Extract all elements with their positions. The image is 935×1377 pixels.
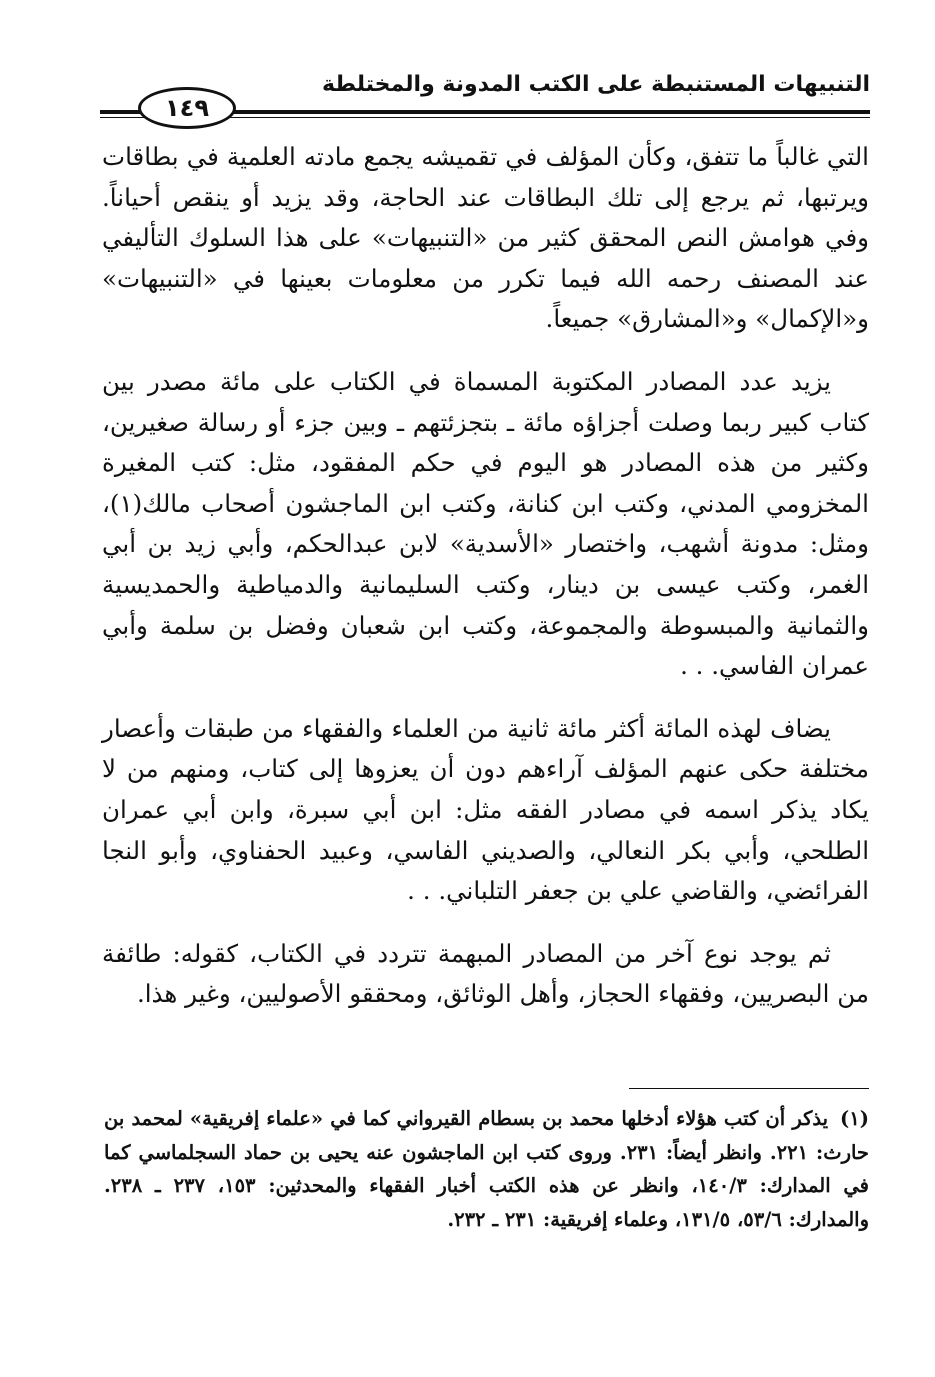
paragraph: التي غالباً ما تتفق، وكأن المؤلف في تقميشه يجمع مادته العلمية في بطاقات ويرتبها، ثم يرجع إلى تلك البطاقات عند الحاجة، وقد يزيد أو ينقص أحياناً. وفي هوامش النص المحقق كثير من «التنبيهات» على هذا السلوك التأليفي عند المصنف رحمه الله فيما تكرر من معلومات بعينها في «التنبيهات» و«الإكمال» و«المشارق» جميعاً. — [102, 142, 869, 334]
running-title: التنبيهات المستنبطة على الكتب المدونة والمختلطة — [321, 72, 870, 97]
paragraph: يضاف لهذه المائة أكثر مائة ثانية من العلماء والفقهاء من طبقات وأعصار مختلفة حكى عنهم المؤلف آراءهم دون أن يعزوها إلى كتاب، ومنهم من لا يكاد يذكر اسمه في مصادر الفقه مثل: ابن أبي سبرة، وابن أبي عمران الطلحي، وأبي بكر النعالي، والصديني الفاسي، وعبيد الحفناوي، وأبو النجا الفرائضي، والقاضي علي بن جعفر التلباني. . . — [102, 713, 869, 906]
footnotes — [104, 1102, 869, 1236]
main-text — [102, 137, 869, 1037]
footnote-text: يذكر أن كتب هؤلاء أدخلها محمد بن بسطام القيرواني كما في «علماء إفريقية» لمحمد بن حارث: ٢٢١. وانظر أيضاً: ٢٣١. وروى كتب ابن الماجشون عنه يحيى بن حماد السجلماسي كما في المدارك: ١٤٠/٣، وانظر عن هذه الكتب أخبار الفقهاء والمحدثين: ١٥٣، ٢٣٧ ـ ٢٣٨. والمدارك: ٥٣/٦، ١٣١/٥، وعلماء إفريقية: ٢٣١ ـ ٢٣٢. — [104, 1107, 869, 1231]
footnote-marker: (١) — [840, 1107, 869, 1130]
paragraph: ثم يوجد نوع آخر من المصادر المبهمة تتردد في الكتاب، كقوله: طائفة من البصريين، وفقهاء الحجاز، وأهل الوثائق، ومحققو الأصوليين، وغير هذا. — [102, 938, 869, 1009]
footnote-separator — [629, 1088, 869, 1089]
page-number: ١٤٩ — [165, 94, 209, 122]
page-number-oval — [138, 87, 236, 129]
footnote — [104, 1102, 869, 1236]
paragraph: يزيد عدد المصادر المكتوبة المسماة في الكتاب على مائة مصدر بين كتاب كبير ربما وصلت أجزاؤه مائة ـ بتجزئتهم ـ وبين جزء أو رسالة صغيرين، وكثير من هذه المصادر هو اليوم في حكم المفقود، مثل: كتب المغيرة المخزومي المدني، وكتب ابن كنانة، وكتب ابن الماجشون أصحاب مالك(١)، ومثل: مدونة أشهب، واختصار «الأسدية» لابن عبدالحكم، وأبي زيد بن أبي الغمر، وكتب عيسى بن دينار، وكتب السليمانية والدمياطية والحمديسية والثمانية والمبسوطة والمجموعة، وكتب ابن شعبان وفضل بن سلمة وأبي عمران الفاسي. . . — [102, 366, 869, 681]
page-header — [100, 70, 870, 120]
